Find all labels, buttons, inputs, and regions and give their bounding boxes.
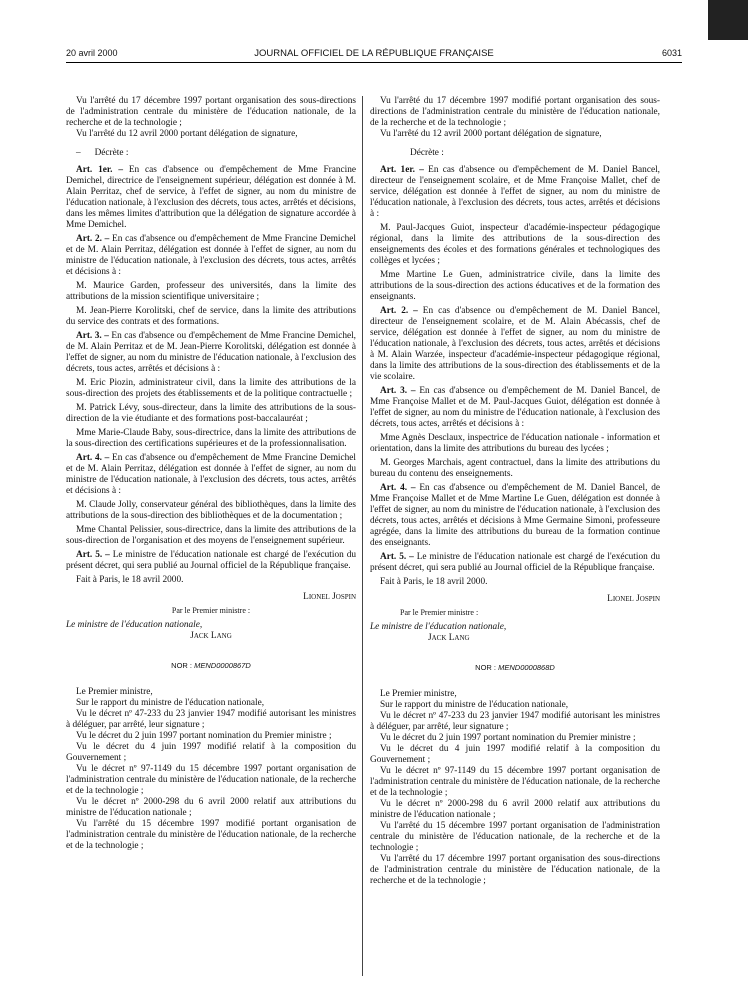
article-label: Art. 2. – [380, 306, 418, 316]
article-text: En cas d'absence ou d'empêchement de Mme Francine Demichel, de M. Alain Perritaz et de M. Jean-Pierre Korolitski, délégation est donnée à l'effet de signer, au nom du ministre de l'éducation nationale, à l'exclusion des décrets, tous actes, arrêtés et décisions à : [66, 331, 357, 374]
header-date: 20 avril 2000 [66, 48, 118, 58]
paragraph: M. Georges Marchais, agent contractuel, dans la limite des attributions du bureau du contenu des enseignements. [370, 458, 660, 479]
paragraph: Vu le décret du 2 juin 1997 portant nomination du Premier ministre ; [76, 731, 332, 741]
article [66, 234, 356, 278]
article-label: Art. 5. – [76, 550, 110, 560]
header-rule [66, 62, 682, 63]
paragraph: Vu le décret du 4 juin 1997 modifié relatif à la composition du Gouvernement ; [370, 744, 660, 765]
fait-line: Fait à Paris, le 18 avril 2000. [380, 577, 488, 587]
page-header [66, 48, 682, 62]
article-label: Art. 1er. – [76, 165, 123, 175]
signatory: Lionel Jospin [607, 594, 660, 604]
paragraph: Vu l'arrêté du 17 décembre 1997 portant organisation des sous-directions de l'administration centrale du ministère de l'éducation nationale, de la recherche et de la technologie ; [66, 96, 356, 128]
decrete-heading: – Décrète : [76, 148, 129, 158]
paragraph: M. Claude Jolly, conservateur général des bibliothèques, dans la limite des attributions de la sous-direction des bibliothèques et de la documentation ; [66, 500, 356, 521]
paragraph: M. Paul-Jacques Guiot, inspecteur d'académie-inspecteur pédagogique régional, dans la limite des attributions de la sous-direction des enseignements des écoles et des formations générales et technologiques des collèges et lycées ; [370, 223, 660, 266]
nor-reference: NOR : MEND0000868D [475, 663, 555, 672]
right-column [370, 96, 660, 887]
paragraph: M. Jean-Pierre Korolitski, chef de service, dans la limite des attributions du service des contrats et des formations. [66, 306, 356, 327]
article [370, 552, 660, 574]
nor-reference: NOR : MEND0000867D [171, 661, 251, 670]
paragraph: Sur le rapport du ministre de l'éducation nationale, [76, 698, 265, 708]
header-title: JOURNAL OFFICIEL DE LA RÉPUBLIQUE FRANÇAISE [254, 48, 494, 59]
paragraph: M. Eric Piozin, administrateur civil, dans la limite des attributions de la sous-direction des projets des établissements et de la politique contractuelle ; [66, 378, 356, 399]
article-text: Le ministre de l'éducation nationale est chargé de l'exécution du présent décret, qui sera publié au Journal officiel de la République française. [66, 550, 356, 571]
paragraph: Mme Martine Le Guen, administratrice civile, dans la limite des attributions de la sous-direction des actions éducatives et de la formation des enseignants. [370, 270, 660, 302]
article [370, 165, 660, 220]
article-text: En cas d'absence ou d'empêchement de Mme Francine Demichel, directrice de l'enseignement supérieur, délégation est donnée à M. Alain Perritaz, chef de service, à l'effet de signer, au nom du ministre de l'éducation nationale, à l'exclusion des décrets, tous actes, arrêtés et décisions, dans les mêmes limites d'attribution que la délégation de signature accordée à Mme Demichel. [66, 165, 356, 230]
paragraph: Vu l'arrêté du 12 avril 2000 portant délégation de signature, [76, 129, 298, 139]
paragraph: Mme Chantal Pelissier, sous-directrice, dans la limite des attributions de la sous-direction de l'organisation et des moyens de l'enseignement supérieur. [66, 525, 356, 546]
article-text: En cas d'absence ou d'empêchement de M. Daniel Bancel, directeur de l'enseignement scolaire, et de M. Alain Abécassis, chef de service, délégation est donnée à l'effet de signer, au nom du ministre de l'éducation nationale, à l'exclusion des décrets, tous actes, arrêtés et décisions à M. Alain Warzée, inspecteur d'académie-inspecteur pédagogique régional, dans la limite des attributions de la sous-direction des établissements et de la vie scolaire. [370, 306, 661, 382]
article-text: En cas d'absence ou d'empêchement de Mme Francine Demichel et de M. Alain Perritaz, délégation est donnée à l'effet de signer, au nom du ministre de l'éducation nationale, à l'exclusion des décrets, tous actes, arrêtés et décisions à : [66, 453, 356, 496]
paragraph: Vu le décret nº 2000-298 du 6 avril 2000 relatif aux attributions du ministre de l'éducation nationale ; [66, 797, 356, 818]
article [66, 165, 356, 231]
paragraph: Sur le rapport du ministre de l'éducation nationale, [380, 700, 569, 710]
column-divider [362, 96, 363, 976]
paragraph: Vu l'arrêté du 15 décembre 1997 modifié portant organisation de l'administration centrale du ministère de l'éducation nationale, de la recherche et de la technologie ; [66, 819, 356, 851]
article [370, 386, 660, 430]
paragraph: Vu le décret nº 97-1149 du 15 décembre 1997 portant organisation de l'administration centrale du ministère de l'éducation nationale, de la recherche et de la technologie ; [370, 766, 660, 798]
paragraph: Vu l'arrêté du 15 décembre 1997 portant organisation de l'administration centrale du ministère de l'éducation nationale, de la recherche et de la technologie ; [370, 821, 660, 853]
par-premier-ministre: Par le Premier ministre : [171, 606, 251, 615]
article-label: Art. 4. – [76, 453, 110, 463]
article-text: En cas d'absence ou d'empêchement de M. Daniel Bancel, de Mme Françoise Mallet et de M. Paul-Jacques Guiot, délégation est donnée à l'effet de signer, au nom du ministre de l'éducation nationale, à l'exclusion des décrets, tous actes, arrêtés et décisions à : [370, 386, 660, 429]
article-label: Art. 4. – [380, 483, 416, 493]
article-label: Art. 1er. – [380, 165, 424, 175]
article [66, 331, 356, 375]
fait-line: Fait à Paris, le 18 avril 2000. [76, 575, 184, 585]
paragraph: Mme Agnès Desclaux, inspectrice de l'éducation nationale - information et orientation, dans la limite des attributions du bureau des lycées ; [370, 433, 660, 454]
paragraph: Vu le décret nº 2000-298 du 6 avril 2000 relatif aux attributions du ministre de l'éducation nationale ; [370, 799, 660, 820]
article [66, 550, 356, 572]
article [370, 483, 660, 549]
article [370, 306, 660, 383]
article-text: Le ministre de l'éducation nationale est chargé de l'exécution du présent décret, qui sera publié au Journal officiel de la République française. [370, 552, 660, 573]
paragraph: M. Patrick Lévy, sous-directeur, dans la limite des attributions de la sous-direction de la vie étudiante et des formations post-baccalauréat ; [66, 403, 356, 424]
article-label: Art. 3. – [76, 331, 109, 341]
article-text: En cas d'absence ou d'empêchement de Mme Francine Demichel et de M. Alain Perritaz, délégation est donnée à l'effet de signer, au nom du ministre de l'éducation nationale, à l'exclusion des décrets, tous actes, arrêtés et décisions à : [66, 234, 356, 277]
article-label: Art. 3. – [380, 386, 416, 396]
signatory: Lionel Jospin [303, 592, 356, 602]
paragraph: Vu l'arrêté du 12 avril 2000 portant délégation de signature, [380, 129, 602, 139]
article-text: En cas d'absence ou d'empêchement de M. Daniel Bancel, de Mme Françoise Mallet et de Mme Martine Le Guen, délégation est donnée à l'effet de signer, au nom du ministre de l'éducation nationale, à l'exclusion des décrets, tous actes, arrêtés et décisions à Mme Germaine Simoni, professeure agrégée, dans la limite des attributions du bureau de la formation continue des enseignants. [370, 483, 660, 548]
corner-tab [708, 0, 748, 40]
article [66, 453, 356, 497]
paragraph: Vu le décret du 4 juin 1997 modifié relatif à la composition du Gouvernement ; [66, 742, 356, 763]
article-label: Art. 2. – [76, 234, 110, 244]
paragraph: Vu le décret du 2 juin 1997 portant nomination du Premier ministre ; [380, 733, 636, 743]
left-column [66, 96, 356, 852]
decrete-heading: Décrète : [410, 148, 444, 158]
paragraph: Vu l'arrêté du 17 décembre 1997 portant organisation des sous-directions de l'administration centrale du ministère de l'éducation nationale, de la recherche et de la technologie ; [370, 854, 660, 886]
paragraph: Le Premier ministre, [76, 687, 153, 697]
minister-name: Jack Lang [190, 631, 232, 641]
paragraph: M. Maurice Garden, professeur des universités, dans la limite des attributions de la mission scientifique universitaire ; [66, 281, 356, 302]
paragraph: Vu le décret nº 47-233 du 23 janvier 1947 modifié autorisant les ministres à déléguer, par arrêté, leur signature ; [370, 711, 660, 732]
minister-title: Le ministre de l'éducation nationale, [370, 622, 507, 632]
minister-name: Jack Lang [428, 633, 470, 643]
article-text: En cas d'absence ou d'empêchement de M. Daniel Bancel, directeur de l'enseignement scolaire, et de Mme Françoise Mallet, chef de service, délégation est donnée à l'effet de signer, au nom du ministre de l'éducation nationale, à l'exclusion des décrets, tous actes, arrêtés et décisions à : [370, 165, 660, 219]
minister-title: Le ministre de l'éducation nationale, [66, 620, 203, 630]
paragraph: Vu le décret nº 97-1149 du 15 décembre 1997 portant organisation de l'administration centrale du ministère de l'éducation nationale, de la recherche et de la technologie ; [66, 764, 356, 796]
paragraph: Mme Marie-Claude Baby, sous-directrice, dans la limite des attributions de la sous-direction des certifications supérieures et de la professionnalisation. [66, 428, 356, 449]
paragraph: Vu le décret nº 47-233 du 23 janvier 1947 modifié autorisant les ministres à déléguer, par arrêté, leur signature ; [66, 709, 356, 730]
paragraph: Vu l'arrêté du 17 décembre 1997 modifié portant organisation des sous-directions de l'administration centrale du ministère de l'éducation nationale, de la recherche et de la technologie ; [370, 96, 660, 128]
article-label: Art. 5. – [380, 552, 414, 562]
paragraph: Le Premier ministre, [380, 689, 457, 699]
header-page-number: 6031 [661, 48, 682, 58]
par-premier-ministre: Par le Premier ministre : [400, 608, 479, 617]
